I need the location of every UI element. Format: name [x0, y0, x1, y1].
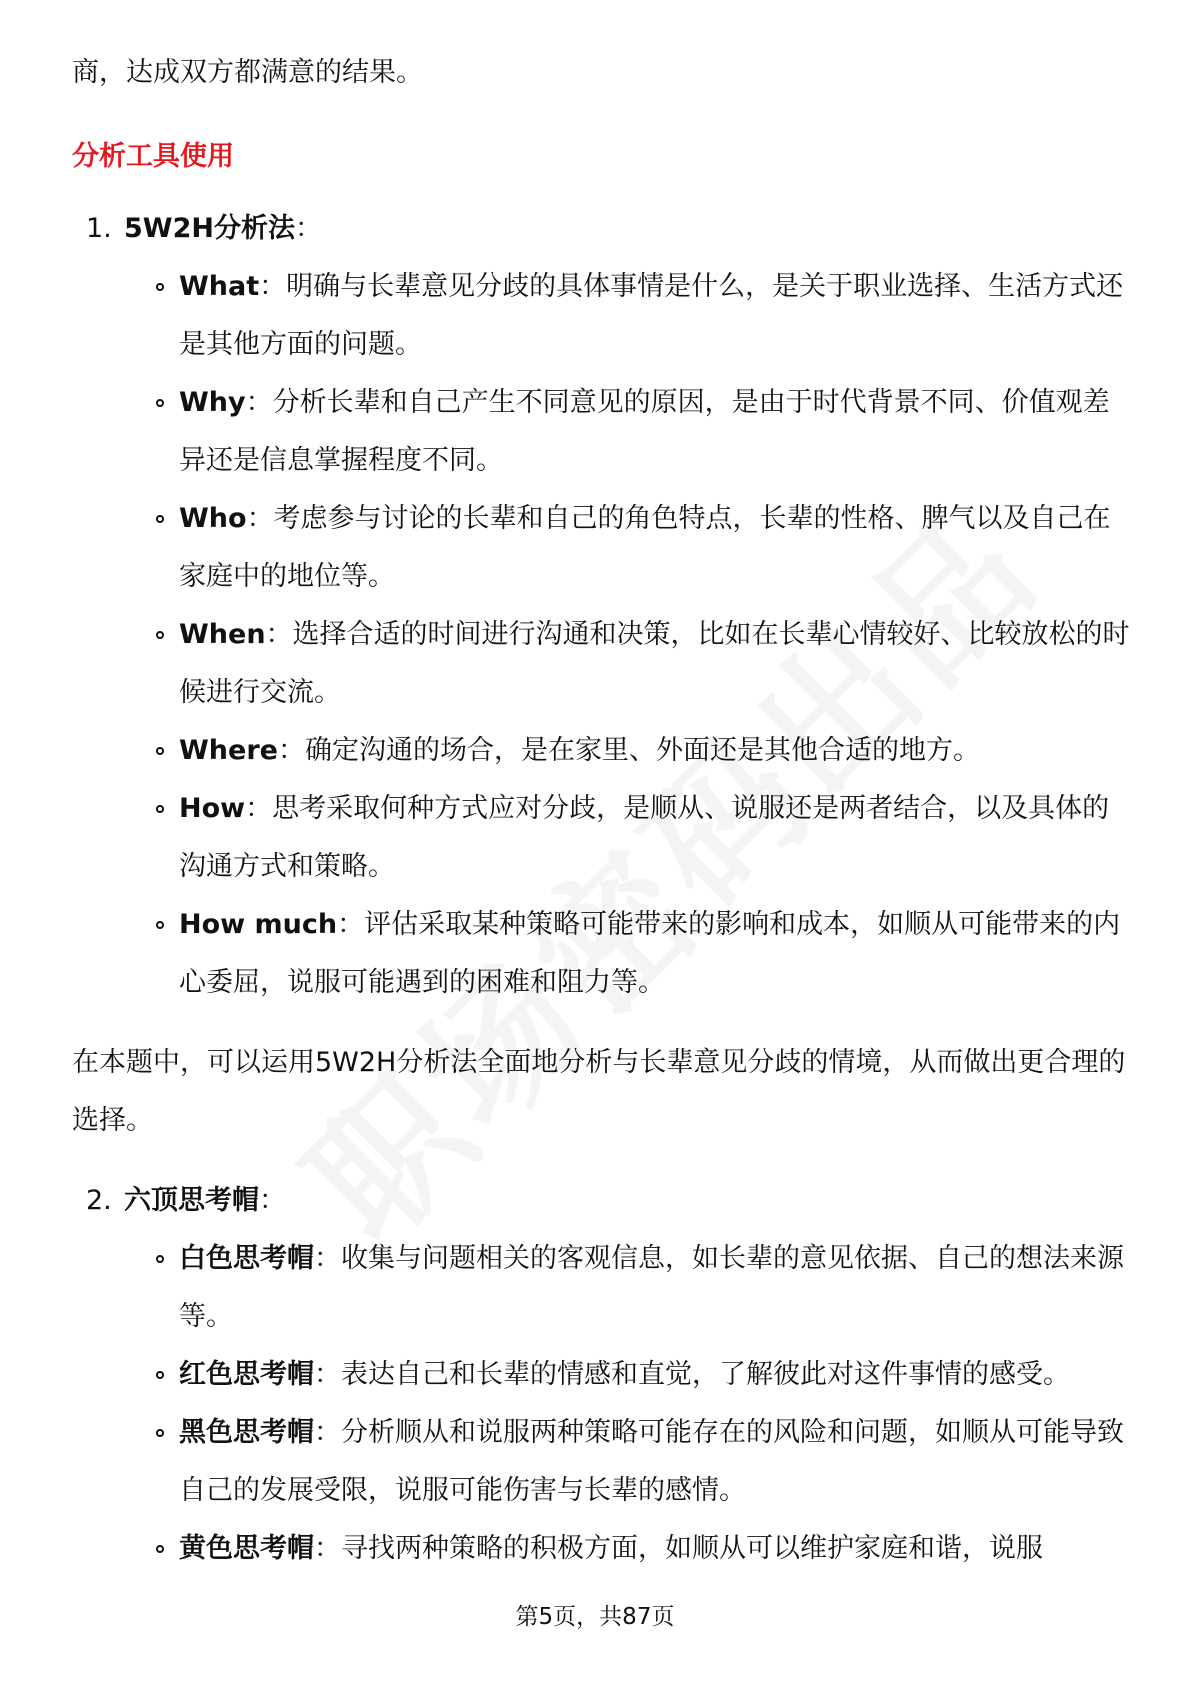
- item-text: ：寻找两种策略的积极方面，如顺从可以维护家庭和谐，说服: [314, 1533, 1043, 1564]
- list-item: [72, 896, 1132, 1012]
- item-text: ：明确与长辈意见分歧的具体事情是什么，是关于职业选择、生活方式还是其他方面的问题。: [179, 271, 1124, 360]
- item-term: How much: [179, 909, 338, 940]
- bullet-circle-icon: [156, 805, 164, 813]
- list-item: [72, 258, 1132, 374]
- item-text: ：分析顺从和说服两种策略可能存在的风险和问题，如顺从可能导致自己的发展受限，说服可能伤害与长辈的感情。: [179, 1417, 1124, 1506]
- item-term: 黑色思考帽: [179, 1417, 314, 1448]
- tool1-number: 1.: [86, 213, 112, 244]
- list-item: [72, 1404, 1132, 1520]
- list-item: [72, 606, 1132, 722]
- bullet-circle-icon: [156, 1545, 164, 1553]
- tool1-title: [72, 200, 1132, 258]
- item-term: Where: [179, 735, 278, 766]
- bullet-circle-icon: [156, 399, 164, 407]
- tool2-number: 2.: [86, 1185, 112, 1216]
- item-text: ：思考采取何种方式应对分歧，是顺从、说服还是两者结合，以及具体的沟通方式和策略。: [179, 793, 1110, 882]
- item-term: How: [179, 793, 246, 824]
- item-text: ：选择合适的时间进行沟通和决策，比如在长辈心情较好、比较放松的时候进行交流。: [179, 619, 1130, 708]
- bullet-circle-icon: [156, 283, 164, 291]
- item-term: When: [179, 619, 266, 650]
- item-text: ：收集与问题相关的客观信息，如长辈的意见依据、自己的想法来源等。: [179, 1243, 1124, 1332]
- spacer: [72, 1150, 1132, 1172]
- spacer: [72, 1012, 1132, 1034]
- item-text: ：分析长辈和自己产生不同意见的原因，是由于时代背景不同、价值观差异还是信息掌握程度不同。: [179, 387, 1110, 476]
- tool1-title-text: 5W2H分析法: [124, 213, 295, 244]
- bullet-circle-icon: [156, 515, 164, 523]
- tool2-title-text: 六顶思考帽: [124, 1185, 259, 1216]
- list-item: [72, 722, 1132, 780]
- list-item: [72, 1230, 1132, 1346]
- item-term: 白色思考帽: [179, 1243, 314, 1274]
- item-text: ：表达自己和长辈的情感和直觉，了解彼此对这件事情的感受。: [314, 1359, 1070, 1390]
- bullet-circle-icon: [156, 1255, 164, 1263]
- item-term: What: [179, 271, 260, 302]
- list-item: [72, 1346, 1132, 1404]
- bullet-circle-icon: [156, 1371, 164, 1379]
- item-term: 黄色思考帽: [179, 1533, 314, 1564]
- item-term: 红色思考帽: [179, 1359, 314, 1390]
- bullet-circle-icon: [156, 921, 164, 929]
- section-heading: 分析工具使用: [72, 141, 234, 172]
- list-item: [72, 490, 1132, 606]
- tool2-title: [72, 1172, 1132, 1230]
- intro-paragraph-tail: 商，达成双方都满意的结果。: [72, 57, 423, 88]
- bullet-circle-icon: [156, 747, 164, 755]
- item-term: Who: [179, 503, 247, 534]
- item-text: ：考虑参与讨论的长辈和自己的角色特点，长辈的性格、脾气以及自己在家庭中的地位等。: [179, 503, 1111, 592]
- list-item: [72, 1520, 1132, 1578]
- tool2-title-colon: ：: [259, 1185, 286, 1216]
- bullet-circle-icon: [156, 1429, 164, 1437]
- list-item: [72, 780, 1132, 896]
- page-content: [72, 44, 1132, 1578]
- item-text: ：评估采取某种策略可能带来的影响和成本，如顺从可能带来的内心委屈，说服可能遇到的困难和阻力等。: [179, 909, 1121, 998]
- tool2-list: [72, 1230, 1132, 1578]
- list-item: [72, 374, 1132, 490]
- item-term: Why: [179, 387, 246, 418]
- tool1-summary: 在本题中，可以运用5W2H分析法全面地分析与长辈意见分歧的情境，从而做出更合理的选择。: [72, 1047, 1126, 1136]
- tool1-list: [72, 258, 1132, 1012]
- item-text: ：确定沟通的场合，是在家里、外面还是其他合适的地方。: [277, 735, 980, 766]
- tool1-title-colon: ：: [294, 213, 322, 244]
- bullet-circle-icon: [156, 631, 164, 639]
- page-footer: 第5页，共87页: [515, 1604, 675, 1630]
